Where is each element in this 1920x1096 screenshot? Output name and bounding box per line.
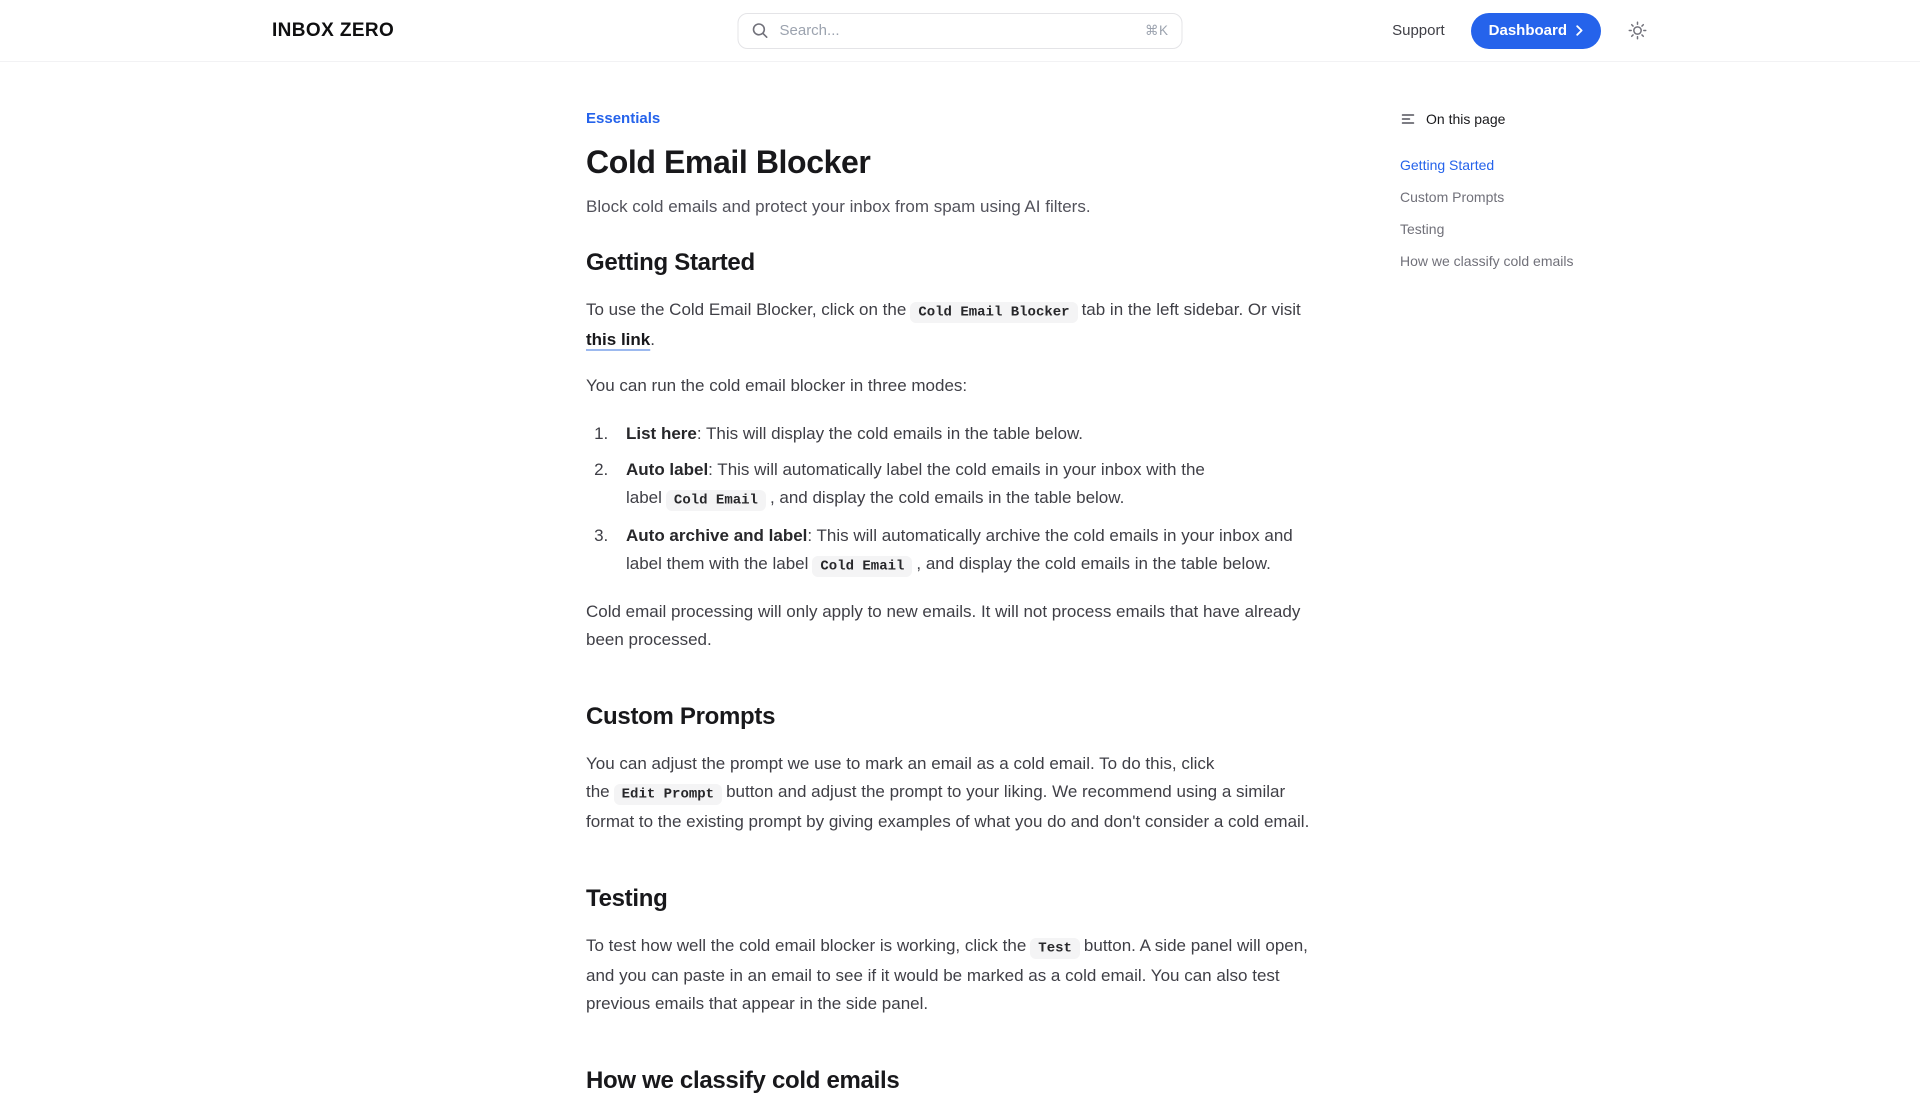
toc-header bbox=[1400, 109, 1650, 129]
theme-toggle[interactable] bbox=[1627, 20, 1648, 41]
dashboard-button[interactable] bbox=[1471, 13, 1601, 49]
search-shortcut-hint: ⌘K bbox=[1144, 22, 1169, 38]
bold-text: Auto label bbox=[626, 460, 709, 479]
inline-link[interactable]: this link bbox=[586, 330, 651, 349]
paragraph: You can adjust the prompt we use to mark an email as a cold email. To do this, click the Edit Prompt button and adjust the prompt to your liking. We recommend using a similar format to the existing prompt by giving examples of what you do and don't consider a cold email. bbox=[586, 754, 1310, 831]
paragraph: Cold email processing will only apply to new emails. It will not process emails that have already been processed. bbox=[586, 602, 1301, 649]
search-box[interactable] bbox=[738, 13, 1183, 49]
modes-list bbox=[586, 420, 1312, 580]
header-actions bbox=[1392, 13, 1648, 49]
logo[interactable]: INBOX ZERO bbox=[272, 19, 395, 41]
toc-heading: On this page bbox=[1426, 111, 1506, 127]
page-subtitle: Block cold emails and protect your inbox from spam using AI filters. bbox=[586, 197, 1091, 216]
article bbox=[586, 109, 1312, 1096]
support-link[interactable]: Support bbox=[1392, 22, 1445, 39]
sun-icon bbox=[1627, 20, 1648, 41]
paragraph: You can run the cold email blocker in three modes: bbox=[586, 376, 968, 395]
toc-item-custom-prompts[interactable]: Custom Prompts bbox=[1400, 189, 1505, 205]
page-title: Cold Email Blocker bbox=[586, 144, 871, 180]
paragraph: To test how well the cold email blocker is working, click the Test button. A side panel will open, and you can paste in an email to see if it would be marked as a cold email. You can also test previous emails that appear in the side panel. bbox=[586, 936, 1308, 1013]
inline-code-chip: Cold Email bbox=[666, 490, 766, 511]
dashboard-button-label: Dashboard bbox=[1488, 22, 1567, 39]
toc-list bbox=[1400, 149, 1650, 277]
toc-item-getting-started[interactable]: Getting Started bbox=[1400, 157, 1495, 173]
list-item: 2. Auto label: This will automatically label the cold emails in your inbox with the label Cold Email , and display the cold emails in the table below. bbox=[613, 456, 1312, 514]
inline-code-chip: Cold Email bbox=[812, 556, 912, 577]
toc-item-classify[interactable]: How we classify cold emails bbox=[1400, 253, 1574, 269]
inline-code-chip: Edit Prompt bbox=[614, 784, 722, 805]
inline-code-chip: Cold Email Blocker bbox=[910, 302, 1077, 323]
bold-text: Auto archive and label bbox=[626, 526, 808, 545]
top-navbar bbox=[0, 0, 1920, 62]
list-lines-icon bbox=[1400, 111, 1416, 127]
list-item: 3. Auto archive and label: This will automatically archive the cold emails in your inbox and label them with the label Cold Email , and display the cold emails in the table below. bbox=[613, 522, 1312, 580]
section-heading-testing: Testing bbox=[586, 885, 668, 912]
section-heading-classify: How we classify cold emails bbox=[586, 1067, 900, 1094]
section-heading-getting-started: Getting Started bbox=[586, 249, 755, 276]
toc-item-testing[interactable]: Testing bbox=[1400, 221, 1445, 237]
search-input[interactable] bbox=[778, 21, 1136, 40]
paragraph: To use the Cold Email Blocker, click on the Cold Email Blocker tab in the left sidebar. Or visit this link. bbox=[586, 300, 1301, 349]
on-this-page-panel bbox=[1400, 109, 1650, 277]
inline-code-chip: Test bbox=[1030, 938, 1080, 959]
search-icon bbox=[752, 22, 769, 39]
list-item: 1. List here: This will display the cold emails in the table below. bbox=[613, 420, 1312, 448]
section-heading-custom-prompts: Custom Prompts bbox=[586, 703, 776, 730]
chevron-right-icon bbox=[1576, 25, 1583, 36]
breadcrumb[interactable]: Essentials bbox=[586, 110, 661, 127]
bold-text: List here bbox=[626, 424, 697, 443]
